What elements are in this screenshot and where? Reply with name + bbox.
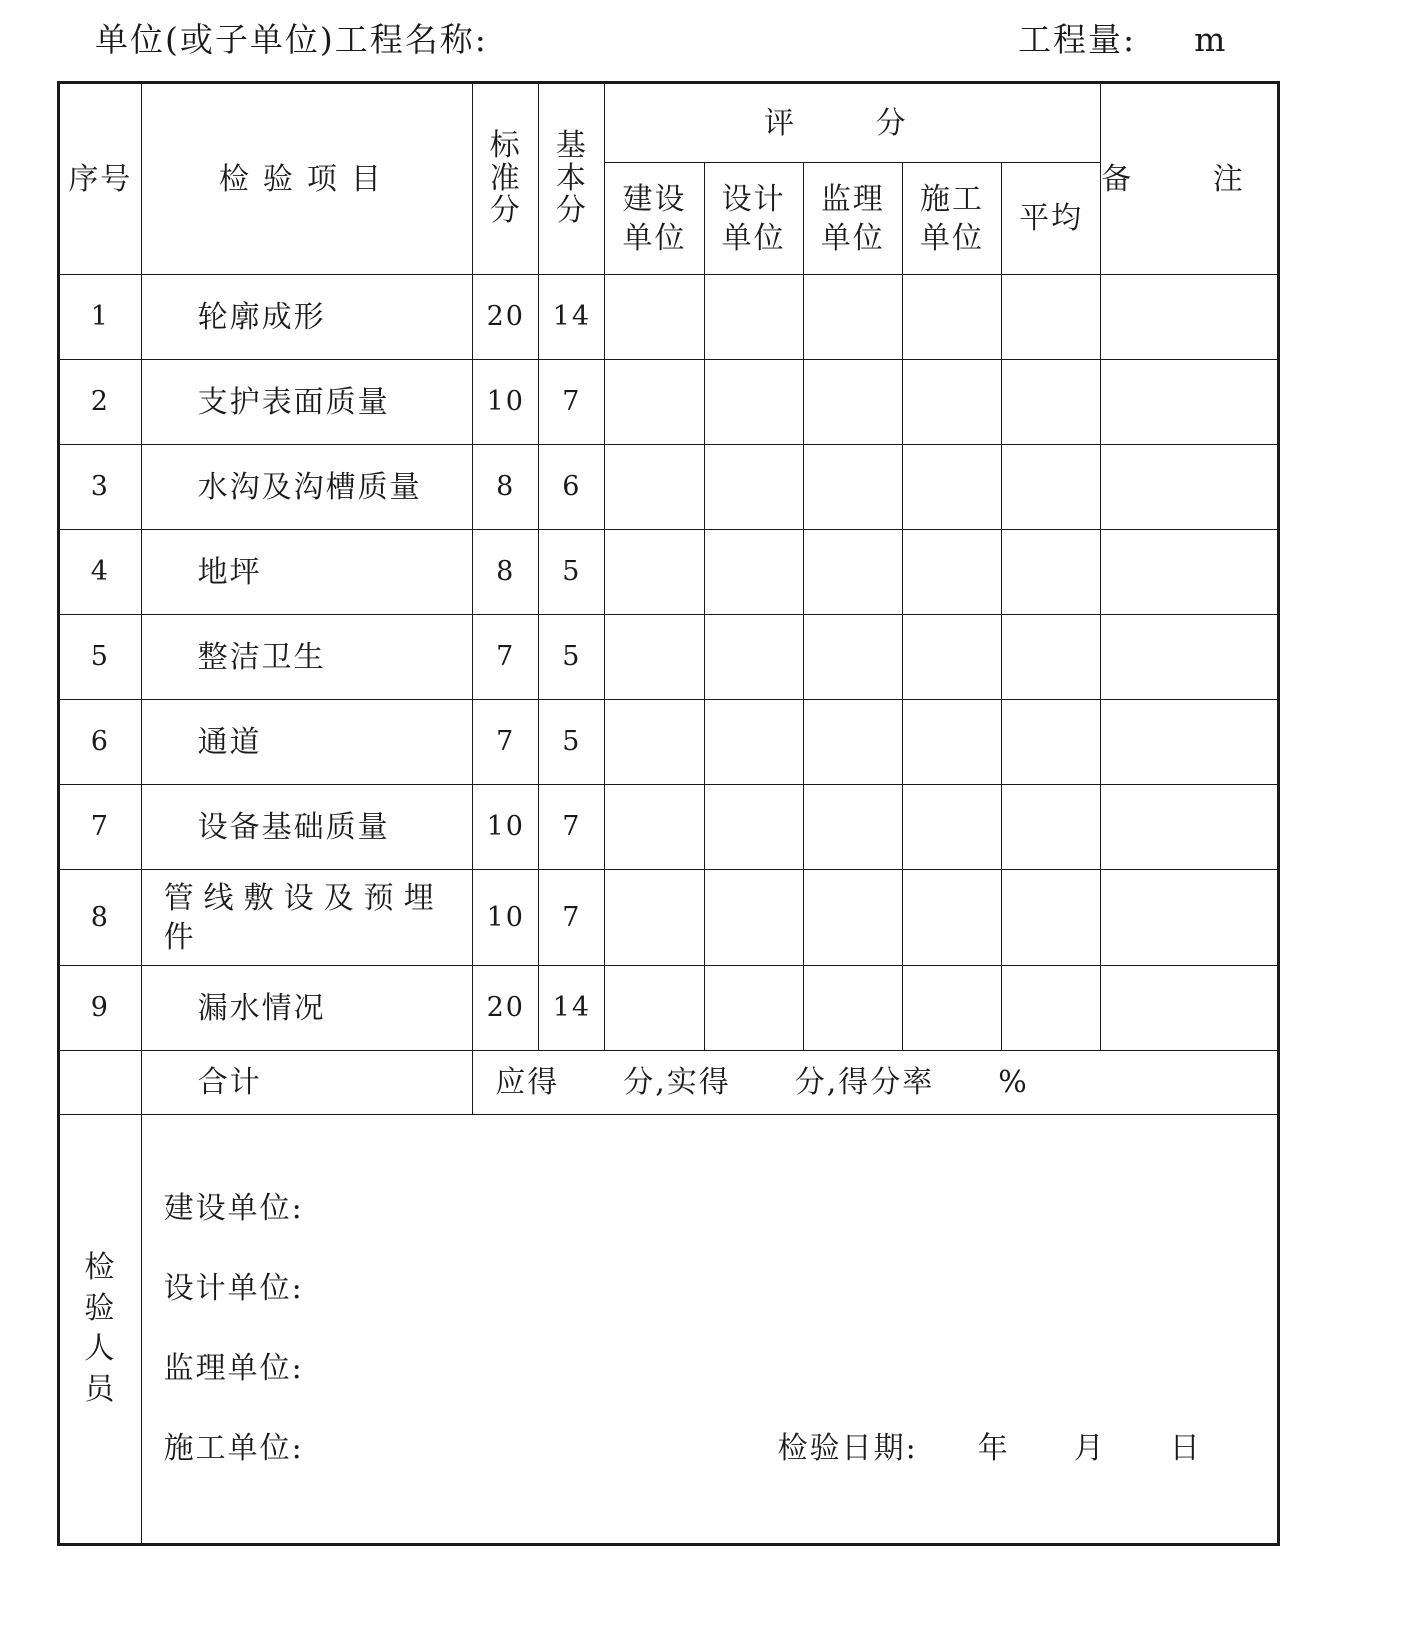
header-standard: 标 准 分 xyxy=(473,83,539,275)
row-index: 3 xyxy=(59,445,142,530)
table-row xyxy=(59,530,1279,615)
row-standard: 7 xyxy=(473,615,539,700)
score-input-cell[interactable] xyxy=(803,785,902,870)
score-input-cell[interactable] xyxy=(605,785,704,870)
score-input-cell[interactable] xyxy=(605,275,704,360)
quantity-label-text: 工程量: xyxy=(1018,20,1137,59)
score-input-cell[interactable] xyxy=(1002,445,1101,530)
row-item: 地坪 xyxy=(141,530,473,615)
remark-cell[interactable] xyxy=(1101,615,1279,700)
header-score-col-2: 监理 单位 xyxy=(803,163,902,275)
score-input-cell[interactable] xyxy=(605,870,704,966)
header-score-col-1: 设计 单位 xyxy=(704,163,803,275)
score-input-cell[interactable] xyxy=(605,530,704,615)
row-index: 1 xyxy=(59,275,142,360)
quantity-label xyxy=(1018,14,1227,61)
row-standard: 20 xyxy=(473,966,539,1051)
row-basic: 5 xyxy=(539,530,605,615)
row-basic: 14 xyxy=(539,966,605,1051)
score-input-cell[interactable] xyxy=(704,700,803,785)
row-item: 整洁卫生 xyxy=(141,615,473,700)
row-index: 4 xyxy=(59,530,142,615)
header-score-col-4: 平均 xyxy=(1002,163,1101,275)
score-input-cell[interactable] xyxy=(803,870,902,966)
date-year: 年 xyxy=(977,1431,1010,1466)
row-basic: 5 xyxy=(539,615,605,700)
score-input-cell[interactable] xyxy=(803,530,902,615)
table-row xyxy=(59,615,1279,700)
row-basic: 7 xyxy=(539,870,605,966)
score-input-cell[interactable] xyxy=(902,870,1001,966)
row-standard: 20 xyxy=(473,275,539,360)
date-label: 检验日期: xyxy=(777,1431,918,1466)
score-input-cell[interactable] xyxy=(1002,275,1101,360)
table-row xyxy=(59,785,1279,870)
score-input-cell[interactable] xyxy=(605,360,704,445)
header-score: 评 分 xyxy=(605,83,1101,163)
date-month: 月 xyxy=(1073,1431,1106,1466)
header-remark: 备 注 xyxy=(1101,83,1279,275)
table-row xyxy=(59,360,1279,445)
score-input-cell[interactable] xyxy=(704,445,803,530)
score-input-cell[interactable] xyxy=(902,700,1001,785)
row-item: 支护表面质量 xyxy=(141,360,473,445)
score-input-cell[interactable] xyxy=(704,530,803,615)
inspection-row xyxy=(59,1115,1279,1545)
score-input-cell[interactable] xyxy=(605,615,704,700)
total-summary: 应得 分,实得 分,得分率 % xyxy=(473,1051,1279,1115)
score-input-cell[interactable] xyxy=(902,530,1001,615)
inspector-supervision-unit[interactable]: 监理单位: xyxy=(163,1351,304,1386)
row-item: 设备基础质量 xyxy=(141,785,473,870)
row-item: 管线敷设及预埋件 xyxy=(141,870,473,966)
score-input-cell[interactable] xyxy=(1002,530,1101,615)
row-index: 2 xyxy=(59,360,142,445)
quantity-unit: m xyxy=(1194,20,1228,59)
score-input-cell[interactable] xyxy=(902,785,1001,870)
table-row xyxy=(59,700,1279,785)
project-name-label: 单位(或子单位)工程名称: xyxy=(95,20,488,59)
table-row xyxy=(59,966,1279,1051)
date-day: 日 xyxy=(1169,1431,1202,1466)
row-item: 漏水情况 xyxy=(141,966,473,1051)
row-index: 5 xyxy=(59,615,142,700)
score-input-cell[interactable] xyxy=(803,700,902,785)
row-standard: 10 xyxy=(473,360,539,445)
row-index: 7 xyxy=(59,785,142,870)
remark-cell[interactable] xyxy=(1101,360,1279,445)
table-row xyxy=(59,870,1279,966)
score-input-cell[interactable] xyxy=(803,615,902,700)
remark-cell[interactable] xyxy=(1101,700,1279,785)
row-item: 通道 xyxy=(141,700,473,785)
header-index: 序号 xyxy=(59,83,142,275)
header-score-col-3: 施工 单位 xyxy=(902,163,1001,275)
header-item: 检验项目 xyxy=(141,83,473,275)
score-input-cell[interactable] xyxy=(902,445,1001,530)
inspector-builder-unit[interactable]: 施工单位: xyxy=(163,1431,304,1466)
header-score-col-0: 建设 单位 xyxy=(605,163,704,275)
score-input-cell[interactable] xyxy=(1002,785,1101,870)
inspection-label: 检 验 人 员 xyxy=(59,1115,142,1545)
score-input-cell[interactable] xyxy=(902,966,1001,1051)
score-input-cell[interactable] xyxy=(803,445,902,530)
row-basic: 7 xyxy=(539,785,605,870)
row-index: 9 xyxy=(59,966,142,1051)
score-input-cell[interactable] xyxy=(1002,360,1101,445)
score-input-cell[interactable] xyxy=(1002,966,1101,1051)
score-input-cell[interactable] xyxy=(803,360,902,445)
score-input-cell[interactable] xyxy=(704,275,803,360)
remark-cell[interactable] xyxy=(1101,785,1279,870)
score-input-cell[interactable] xyxy=(605,445,704,530)
score-input-cell[interactable] xyxy=(902,275,1001,360)
score-input-cell[interactable] xyxy=(1002,700,1101,785)
total-index xyxy=(59,1051,142,1115)
row-item: 水沟及沟槽质量 xyxy=(141,445,473,530)
inspection-body xyxy=(141,1115,1278,1545)
score-input-cell[interactable] xyxy=(704,870,803,966)
table-row xyxy=(59,445,1279,530)
score-input-cell[interactable] xyxy=(605,700,704,785)
score-input-cell[interactable] xyxy=(605,966,704,1051)
row-basic: 5 xyxy=(539,700,605,785)
row-item: 轮廓成形 xyxy=(141,275,473,360)
score-input-cell[interactable] xyxy=(803,966,902,1051)
row-basic: 7 xyxy=(539,360,605,445)
inspector-design-unit[interactable]: 设计单位: xyxy=(163,1271,304,1306)
score-input-cell[interactable] xyxy=(704,785,803,870)
score-input-cell[interactable] xyxy=(902,615,1001,700)
row-standard: 8 xyxy=(473,530,539,615)
inspector-construction-unit[interactable]: 建设单位: xyxy=(163,1191,304,1226)
row-basic: 14 xyxy=(539,275,605,360)
row-index: 8 xyxy=(59,870,142,966)
row-standard: 10 xyxy=(473,870,539,966)
remark-cell[interactable] xyxy=(1101,275,1279,360)
score-input-cell[interactable] xyxy=(1002,615,1101,700)
score-input-cell[interactable] xyxy=(704,966,803,1051)
remark-cell[interactable] xyxy=(1101,530,1279,615)
table-row xyxy=(59,275,1279,360)
row-standard: 7 xyxy=(473,700,539,785)
row-basic: 6 xyxy=(539,445,605,530)
score-input-cell[interactable] xyxy=(1002,870,1101,966)
total-label: 合计 xyxy=(141,1051,473,1115)
row-index: 6 xyxy=(59,700,142,785)
inspection-date[interactable] xyxy=(778,1429,1202,1468)
remark-cell[interactable] xyxy=(1101,966,1279,1051)
remark-cell[interactable] xyxy=(1101,870,1279,966)
score-input-cell[interactable] xyxy=(704,615,803,700)
inspection-form-table xyxy=(57,81,1280,1546)
row-standard: 10 xyxy=(473,785,539,870)
score-input-cell[interactable] xyxy=(803,275,902,360)
score-input-cell[interactable] xyxy=(704,360,803,445)
score-input-cell[interactable] xyxy=(902,360,1001,445)
remark-cell[interactable] xyxy=(1101,445,1279,530)
row-standard: 8 xyxy=(473,445,539,530)
total-row xyxy=(59,1051,1279,1115)
header-basic: 基 本 分 xyxy=(539,83,605,275)
